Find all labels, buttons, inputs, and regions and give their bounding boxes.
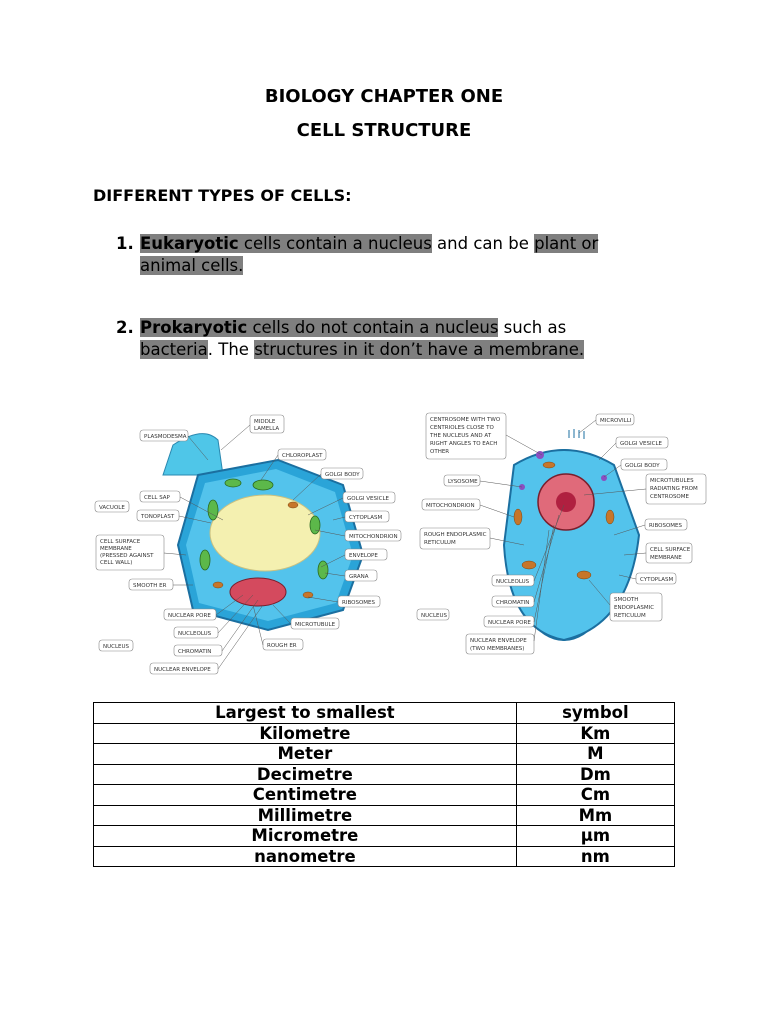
svg-text:GRANA: GRANA — [349, 574, 369, 580]
document-title: BIOLOGY CHAPTER ONE — [264, 86, 504, 107]
table-cell: Micrometre — [94, 826, 517, 847]
svg-text:CELL SURFACE: CELL SURFACE — [100, 539, 141, 545]
table-row — [94, 723, 675, 744]
svg-text:RETICULUM: RETICULUM — [424, 540, 456, 546]
svg-text:MICROTUBULE: MICROTUBULE — [295, 622, 336, 628]
table-cell: Kilometre — [94, 723, 517, 744]
svg-text:LYSOSOME: LYSOSOME — [448, 479, 478, 485]
svg-text:GOLGI VESICLE: GOLGI VESICLE — [347, 496, 390, 502]
svg-text:NUCLEOLUS: NUCLEOLUS — [178, 631, 212, 637]
svg-text:RIBOSOMES: RIBOSOMES — [342, 600, 375, 606]
table-row — [94, 744, 675, 765]
list-item-prokaryotic — [116, 317, 676, 361]
table-header-row — [94, 703, 675, 724]
table-cell: Dm — [516, 764, 674, 785]
svg-text:CENTROSOME: CENTROSOME — [650, 494, 689, 500]
table-row — [94, 805, 675, 826]
table-row — [94, 764, 675, 785]
svg-text:GOLGI BODY: GOLGI BODY — [625, 463, 660, 469]
table-row — [94, 826, 675, 847]
item-text: such as — [498, 318, 567, 337]
term-prokaryotic: Prokaryotic — [140, 318, 248, 337]
svg-text:MICROVILLI: MICROVILLI — [600, 418, 632, 424]
svg-text:SMOOTH: SMOOTH — [614, 597, 639, 603]
section-heading: DIFFERENT TYPES OF CELLS: — [93, 186, 352, 205]
table-cell: Mm — [516, 805, 674, 826]
table-cell: Cm — [516, 785, 674, 806]
svg-text:NUCLEAR PORE: NUCLEAR PORE — [488, 620, 531, 626]
svg-text:NUCLEUS: NUCLEUS — [103, 644, 130, 650]
table-header-cell: symbol — [516, 703, 674, 724]
item-text: . The — [207, 340, 255, 359]
item-text: bacteria — [140, 340, 208, 359]
table-header-cell: Largest to smallest — [94, 703, 517, 724]
svg-text:THE NUCLEUS AND AT: THE NUCLEUS AND AT — [430, 433, 492, 439]
svg-text:NUCLEAR ENVELOPE: NUCLEAR ENVELOPE — [154, 667, 211, 673]
item-text: cells do not contain a nucleus — [247, 318, 499, 337]
table-cell: µm — [516, 826, 674, 847]
svg-text:NUCLEUS: NUCLEUS — [421, 613, 448, 619]
svg-text:NUCLEAR ENVELOPE: NUCLEAR ENVELOPE — [470, 638, 527, 644]
svg-text:MIDDLE: MIDDLE — [254, 419, 276, 425]
svg-text:OTHER: OTHER — [430, 449, 450, 455]
svg-text:CENTRIOLES CLOSE TO: CENTRIOLES CLOSE TO — [430, 425, 494, 431]
table-cell: Meter — [94, 744, 517, 765]
svg-text:CELL WALL): CELL WALL) — [100, 560, 133, 566]
svg-text:CELL SAP: CELL SAP — [144, 495, 170, 501]
svg-text:RETICULUM: RETICULUM — [614, 613, 646, 619]
table-cell: nm — [516, 846, 674, 867]
svg-text:RADIATING FROM: RADIATING FROM — [650, 486, 698, 492]
plant-cell-diagram — [93, 405, 423, 690]
svg-text:CENTROSOME WITH TWO: CENTROSOME WITH TWO — [430, 417, 501, 423]
table-cell: Millimetre — [94, 805, 517, 826]
svg-text:CELL SURFACE: CELL SURFACE — [650, 547, 691, 553]
svg-text:TONOPLAST: TONOPLAST — [141, 514, 175, 520]
animal-cell-diagram — [414, 405, 714, 690]
list-number: 2. — [116, 318, 134, 337]
svg-text:MEMBRANE: MEMBRANE — [650, 555, 682, 561]
item-text: animal cells. — [140, 256, 244, 275]
svg-text:CYTOPLASM: CYTOPLASM — [349, 515, 383, 521]
list-number: 1. — [116, 234, 134, 253]
svg-text:ENVELOPE: ENVELOPE — [349, 553, 378, 559]
svg-text:MITOCHONDRION: MITOCHONDRION — [426, 503, 475, 509]
table-cell: Km — [516, 723, 674, 744]
item-text: and can be — [431, 234, 535, 253]
svg-text:CHROMATIN: CHROMATIN — [178, 649, 212, 655]
svg-text:PLASMODESMA: PLASMODESMA — [144, 434, 187, 440]
svg-text:NUCLEOLUS: NUCLEOLUS — [496, 579, 530, 585]
item-text: structures in it don’t have a membrane. — [254, 340, 585, 359]
document-subtitle: CELL STRUCTURE — [296, 120, 472, 141]
svg-text:VACUOLE: VACUOLE — [99, 505, 125, 511]
svg-text:ROUGH ER: ROUGH ER — [267, 643, 297, 649]
svg-text:MICROTUBULES: MICROTUBULES — [650, 478, 694, 484]
svg-text:CYTOPLASM: CYTOPLASM — [640, 577, 674, 583]
term-eukaryotic: Eukaryotic — [140, 234, 239, 253]
table-row — [94, 846, 675, 867]
table-cell: Centimetre — [94, 785, 517, 806]
list-item-eukaryotic — [116, 233, 676, 277]
table-cell: Decimetre — [94, 764, 517, 785]
table-cell: M — [516, 744, 674, 765]
svg-text:RIBOSOMES: RIBOSOMES — [649, 523, 682, 529]
svg-text:(TWO MEMBRANES): (TWO MEMBRANES) — [470, 646, 525, 652]
svg-text:MEMBRANE: MEMBRANE — [100, 546, 132, 552]
svg-text:CHLOROPLAST: CHLOROPLAST — [282, 453, 323, 459]
svg-text:(PRESSED AGAINST: (PRESSED AGAINST — [100, 553, 154, 559]
svg-text:GOLGI BODY: GOLGI BODY — [325, 472, 360, 478]
svg-text:GOLGI VESICLE: GOLGI VESICLE — [620, 441, 663, 447]
units-table — [93, 702, 675, 867]
svg-text:SMOOTH ER: SMOOTH ER — [133, 583, 167, 589]
svg-text:ENDOPLASMIC: ENDOPLASMIC — [614, 605, 655, 611]
svg-text:NUCLEAR PORE: NUCLEAR PORE — [168, 613, 211, 619]
table-cell: nanometre — [94, 846, 517, 867]
table-row — [94, 785, 675, 806]
svg-text:MITOCHONDRION: MITOCHONDRION — [349, 534, 398, 540]
svg-text:RIGHT ANGLES TO EACH: RIGHT ANGLES TO EACH — [430, 441, 498, 447]
item-text: plant or — [534, 234, 599, 253]
svg-text:CHROMATIN: CHROMATIN — [496, 600, 530, 606]
svg-text:LAMELLA: LAMELLA — [254, 426, 280, 432]
svg-text:ROUGH ENDOPLASMIC: ROUGH ENDOPLASMIC — [424, 532, 487, 538]
item-text: cells contain a nucleus — [238, 234, 432, 253]
